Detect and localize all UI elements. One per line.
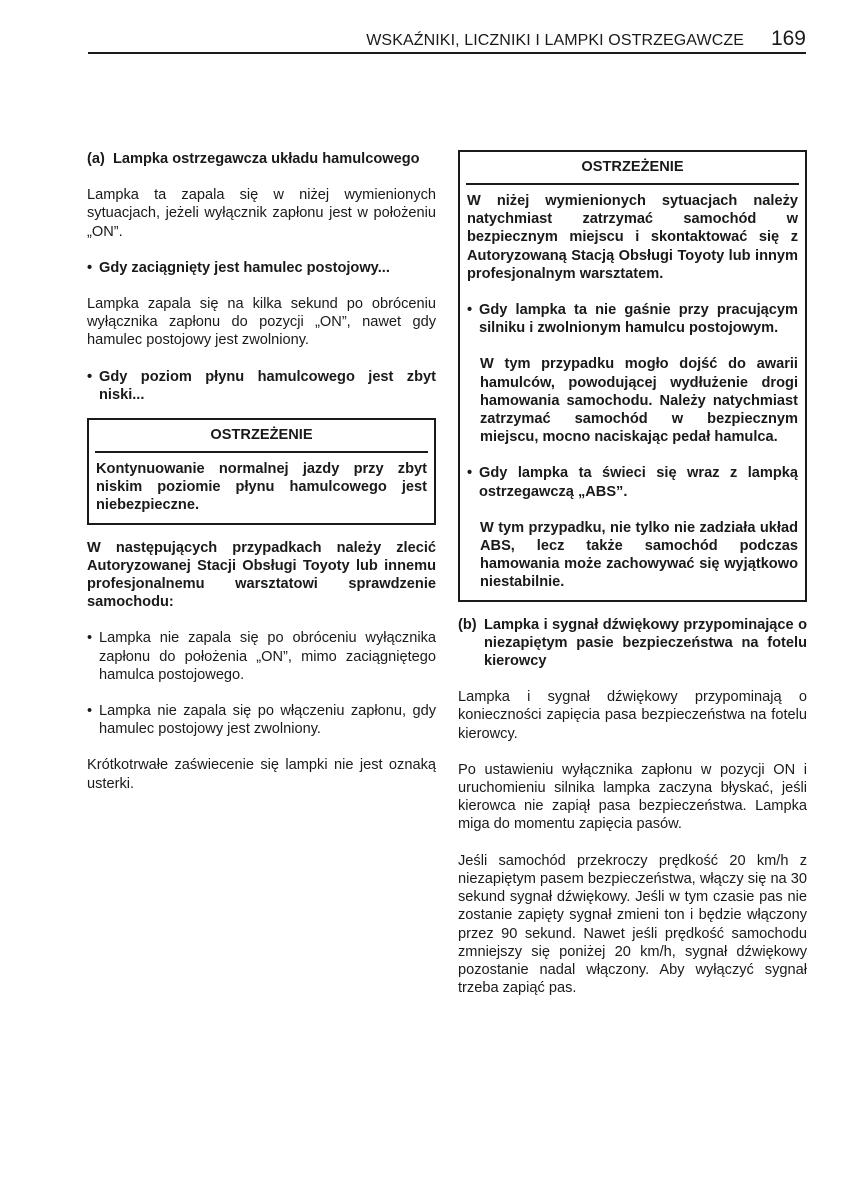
- warning-box: [458, 150, 807, 602]
- warning-title: OSTRZEŻENIE: [466, 152, 799, 185]
- bullet-icon: •: [87, 259, 93, 276]
- page-number: 169: [770, 27, 806, 50]
- warning-bullet: • Gdy lampka ta świeci się wraz z lampką ostrzegawczą „ABS”.: [467, 465, 798, 500]
- left-column: [87, 150, 436, 793]
- paragraph: Krótkotrwałe zaświecenie się lampki nie jest oznaką usterki.: [87, 757, 436, 792]
- bullet-icon: •: [467, 465, 473, 482]
- bullet-icon: •: [87, 630, 93, 647]
- paragraph: W następujących przypadkach należy zlecić Autoryzowanej Stacji Obsługi Toyoty lub innemu profesjonalnemu warsztatowi sprawdzenie samochodu:: [87, 539, 436, 611]
- section-b-heading: [458, 616, 807, 671]
- warning-bullet-text: W tym przypadku, nie tylko nie zadziała układ ABS, lecz także samochód podczas hamowania może zachowywać się wyjątkowo niestabilnie.: [480, 519, 798, 591]
- paragraph: Po ustawieniu wyłącznika zapłonu w pozycji ON i uruchomieniu silnika lampka zaczyna błyskać, jeśli kierowca nie zapiął pasa bezpieczeństwa. Lampka miga do momentu zapięcia pasów.: [458, 761, 807, 833]
- section-a-heading: [87, 150, 436, 168]
- warning-bullet-text: W tym przypadku mogło dojść do awarii hamulców, powodującej wydłużenie drogi hamowania samochodu. Należy natychmiast zatrzymać samochód w bezpiecznym miejscu, mocno naciskając pedał hamulca.: [480, 356, 798, 446]
- list-item: • Lampka nie zapala się po włączeniu zapłonu, gdy hamulec postojowy jest zwolniony.: [87, 703, 436, 738]
- section-b-title: Lampka i sygnał dźwiękowy przypominające o niezapiętym pasie bezpieczeństwa na fotelu kierowcy: [484, 616, 807, 670]
- warning-text: Kontynuowanie normalnej jazdy przy zbyt niskim poziomie płynu hamulcowego jest niebezpieczne.: [96, 461, 427, 514]
- bullet-heading: • Gdy zaciągnięty jest hamulec postojowy...: [87, 259, 390, 276]
- section-a-title: Lampka ostrzegawcza układu hamulcowego: [113, 151, 420, 167]
- paragraph: Lampka zapala się na kilka sekund po obróceniu wyłącznika zapłonu do pozycji „ON”, nawet gdy hamulec postojowy jest zwolniony.: [87, 296, 436, 349]
- bullet-icon: •: [467, 302, 473, 319]
- bullet-icon: •: [87, 368, 93, 385]
- list-item: • Lampka nie zapala się po obróceniu wyłącznika zapłonu do położenia „ON”, mimo zaciągniętego hamulca postojowego.: [87, 630, 436, 683]
- section-a-label: (a): [87, 151, 105, 167]
- page-header: [88, 26, 806, 54]
- warning-box: [87, 418, 436, 525]
- warning-intro: W niżej wymienionych sytuacjach należy natychmiast zatrzymać samochód w bezpiecznym miejscu i skontaktować się z Autoryzowaną Stacją Obsługi Toyoty lub innym profesjonalnym warsztatem.: [467, 193, 798, 282]
- paragraph: Lampka ta zapala się w niżej wymienionych sytuacjach, jeżeli wyłącznik zapłonu jest w położeniu „ON”.: [87, 187, 436, 240]
- bullet-icon: •: [87, 703, 93, 720]
- warning-bullet: • Gdy lampka ta nie gaśnie przy pracującym silniku i zwolnionym hamulcu postojowym.: [467, 302, 798, 337]
- header-title: WSKAŹNIKI, LICZNIKI I LAMPKI OSTRZEGAWCZE: [366, 32, 744, 49]
- bullet-heading: • Gdy poziom płynu hamulcowego jest zbyt niski...: [87, 368, 436, 403]
- paragraph: Lampka i sygnał dźwiękowy przypominają o konieczności zapięcia pasa bezpieczeństwa na fotelu kierowcy.: [458, 689, 807, 742]
- right-column: [458, 150, 807, 997]
- paragraph: Jeśli samochód przekroczy prędkość 20 km/h z niezapiętym pasem bezpieczeństwa, włączy się na 30 sekund sygnał dźwiękowy. Jeśli w tym czasie pas nie zostanie zapięty sygnał zmieni ton i będzie włączony przez 90 sekund. Nawet jeśli prędkość samochodu zmniejszy się poniżej 20 km/h, sygnał dźwiękowy pozostanie nadal włączony. Aby wyłączyć sygnał trzeba zapiąć pas.: [458, 852, 807, 997]
- warning-title: OSTRZEŻENIE: [95, 420, 428, 453]
- section-b-label: (b): [458, 616, 477, 633]
